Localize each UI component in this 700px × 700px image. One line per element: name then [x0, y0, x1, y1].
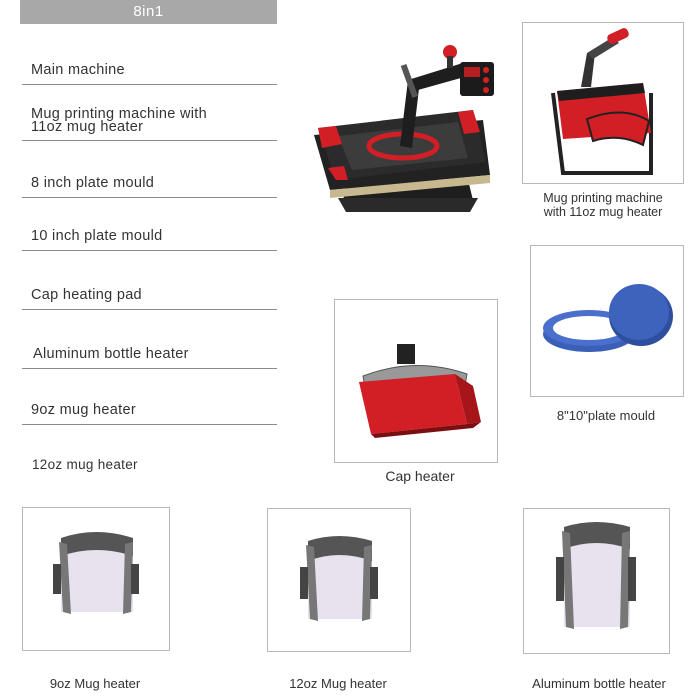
list-item-aluminum-bottle [22, 336, 277, 369]
bottle-heater-image [523, 508, 670, 654]
mug-machine-caption [518, 191, 688, 219]
mug-machine-caption-line-2: with 11oz mug heater [543, 205, 663, 219]
mug12-heater-image [267, 508, 411, 652]
list-item-label: 10 inch plate mould [31, 228, 163, 244]
bottle-caption: Aluminum bottle heater [532, 676, 666, 691]
list-item-cap-heating-pad [22, 277, 277, 310]
list-item-8inch-plate [22, 165, 277, 198]
cap-heater-image [334, 299, 498, 463]
main-machine-image [308, 40, 508, 225]
mug12-caption: 12oz Mug heater [289, 676, 387, 691]
cap-heater-caption: Cap heater [385, 468, 455, 484]
list-item-label: Cap heating pad [31, 287, 142, 303]
plate-mould-image [530, 245, 684, 397]
mug9-heater-image [22, 507, 170, 651]
mug9-caption: 9oz Mug heater [49, 676, 141, 691]
list-item-label: 8 inch plate mould [31, 175, 155, 191]
mug-machine-image [522, 22, 684, 184]
list-item-label: Main machine [31, 62, 125, 78]
list-item-10inch-plate [22, 218, 277, 251]
list-item-main-machine [22, 52, 277, 85]
list-header-title: 8in1 [133, 3, 164, 20]
mug-machine-caption-line-1: Mug printing machine [543, 191, 663, 205]
list-header [20, 0, 277, 24]
list-item-label: 12oz mug heater [32, 457, 138, 472]
list-item-label: Mug printing machine with 11oz mug heater [31, 106, 207, 135]
list-item-label: Aluminum bottle heater [33, 346, 189, 362]
list-item-9oz-mug [22, 392, 277, 425]
list-item-mug-printing-machine [22, 100, 277, 141]
list-item-12oz-mug [22, 450, 277, 478]
plate-mould-caption: 8"10"plate mould [556, 408, 656, 423]
list-item-label: 9oz mug heater [31, 402, 136, 418]
